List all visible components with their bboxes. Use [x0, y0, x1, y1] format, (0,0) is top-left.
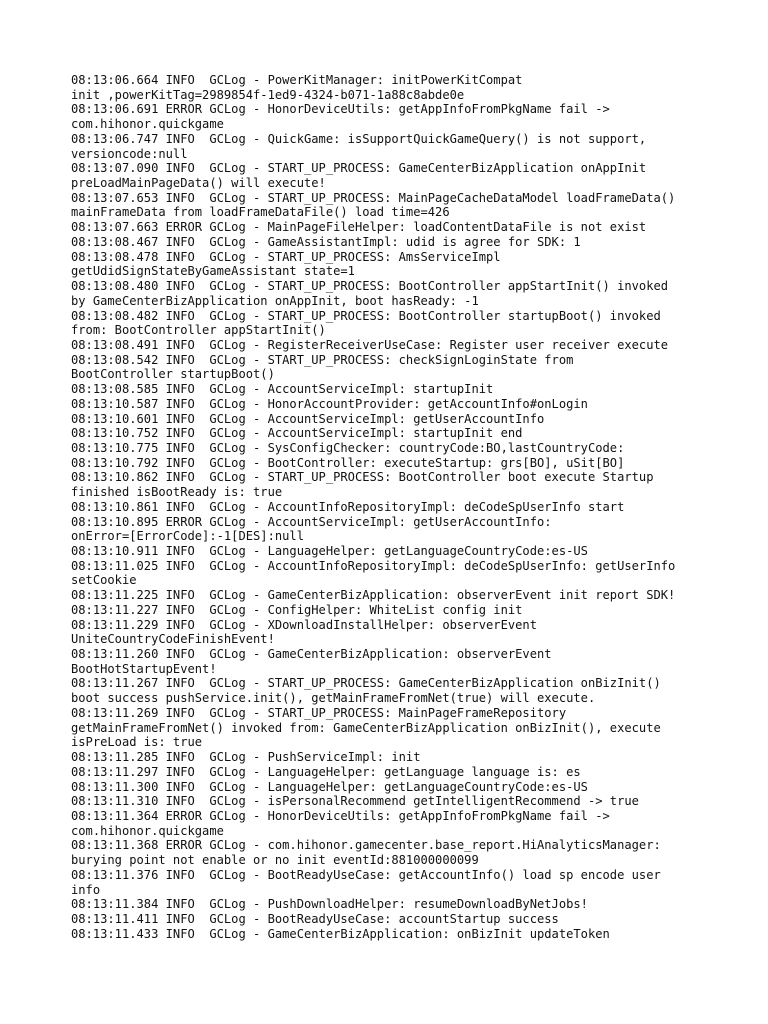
log-line: 08:13:08.467 INFO GCLog - GameAssistantImpl: udid is agree for SDK: 1	[71, 234, 581, 249]
log-line: 08:13:11.025 INFO GCLog - AccountInfoRepositoryImpl: deCodeSpUserInfo: getUserInfo	[71, 558, 676, 573]
log-line: info	[71, 882, 101, 897]
log-line: 08:13:08.585 INFO GCLog - AccountServiceImpl: startupInit	[71, 382, 494, 397]
log-line: 08:13:11.297 INFO GCLog - LanguageHelper: getLanguage language is: es	[71, 764, 581, 779]
log-line: onError=[ErrorCode]:-1[DES]:null	[71, 529, 304, 544]
log-line: 08:13:07.090 INFO GCLog - START_UP_PROCESS: GameCenterBizApplication onAppInit	[71, 161, 647, 176]
log-line: 08:13:11.260 INFO GCLog - GameCenterBizApplication: observerEvent	[71, 647, 552, 662]
log-line: 08:13:11.384 INFO GCLog - PushDownloadHelper: resumeDownloadByNetJobs!	[71, 897, 588, 912]
log-line: 08:13:06.691 ERROR GCLog - HonorDeviceUtils: getAppInfoFromPkgName fail ->	[71, 102, 610, 117]
log-line: 08:13:08.482 INFO GCLog - START_UP_PROCESS: BootController startupBoot() invoked	[71, 308, 661, 323]
log-line: 08:13:10.792 INFO GCLog - BootController: executeStartup: grs[BO], uSit[BO]	[71, 455, 625, 470]
log-line: mainFrameData from loadFrameDataFile() load time=426	[71, 205, 450, 220]
log-line: 08:13:11.225 INFO GCLog - GameCenterBizApplication: observerEvent init report SDK!	[71, 588, 676, 603]
log-line: 08:13:10.911 INFO GCLog - LanguageHelper: getLanguageCountryCode:es-US	[71, 544, 588, 558]
log-line: 08:13:10.862 INFO GCLog - START_UP_PROCESS: BootController boot execute Startup	[71, 470, 654, 485]
log-line: 08:13:06.747 INFO GCLog - QuickGame: isSupportQuickGameQuery() is not support,	[71, 131, 647, 146]
log-line: 08:13:11.368 ERROR GCLog - com.hihonor.gamecenter.base_report.HiAnalyticsManager:	[71, 838, 661, 853]
log-line: getMainFrameFromNet() invoked from: GameCenterBizApplication onBizInit(), execute	[71, 720, 661, 735]
log-line: 08:13:07.653 INFO GCLog - START_UP_PROCESS: MainPageCacheDataModel loadFrameData()	[71, 190, 676, 205]
log-line: 08:13:08.478 INFO GCLog - START_UP_PROCESS: AmsServiceImpl	[71, 249, 501, 264]
log-line: com.hihonor.quickgame	[71, 823, 224, 838]
log-line: burying point not enable or no init eventId:881000000099	[71, 853, 479, 868]
log-line: 08:13:11.364 ERROR GCLog - HonorDeviceUtils: getAppInfoFromPkgName fail ->	[71, 808, 610, 823]
log-line: 08:13:11.411 INFO GCLog - BootReadyUseCase: accountStartup success	[71, 911, 559, 926]
log-line: 08:13:08.480 INFO GCLog - START_UP_PROCESS: BootController appStartInit() invoked	[71, 279, 669, 294]
log-line: 08:13:10.601 INFO GCLog - AccountServiceImpl: getUserAccountInfo	[71, 411, 545, 426]
log-line: boot success pushService.init(), getMainFrameFromNet(true) will execute.	[71, 691, 596, 706]
log-line: 08:13:11.285 INFO GCLog - PushServiceImpl: init	[71, 750, 421, 765]
log-line: 08:13:11.310 INFO GCLog - isPersonalRecommend getIntelligentRecommend -> true	[71, 794, 639, 809]
log-line: 08:13:11.300 INFO GCLog - LanguageHelper: getLanguageCountryCode:es-US	[71, 779, 588, 794]
log-line: finished isBootReady is: true	[71, 485, 283, 500]
log-line: from: BootController appStartInit()	[71, 323, 326, 338]
log-line: 08:13:10.752 INFO GCLog - AccountServiceImpl: startupInit end	[71, 426, 523, 441]
log-line: 08:13:11.269 INFO GCLog - START_UP_PROCESS: MainPageFrameRepository	[71, 705, 567, 720]
log-line: UniteCountryCodeFinishEvent!	[71, 632, 275, 647]
log-line: 08:13:06.664 INFO GCLog - PowerKitManager: initPowerKitCompat	[71, 73, 523, 87]
log-line: 08:13:10.587 INFO GCLog - HonorAccountProvider: getAccountInfo#onLogin	[71, 396, 588, 411]
log-line: 08:13:11.267 INFO GCLog - START_UP_PROCESS: GameCenterBizApplication onBizInit()	[71, 676, 661, 691]
log-text-block	[71, 73, 711, 941]
log-line: BootController startupBoot()	[71, 367, 275, 382]
log-line: by GameCenterBizApplication onAppInit, boot hasReady: -1	[71, 293, 479, 308]
log-line: getUdidSignStateByGameAssistant state=1	[71, 264, 355, 279]
log-line: 08:13:08.542 INFO GCLog - START_UP_PROCESS: checkSignLoginState from	[71, 352, 574, 367]
log-line: 08:13:11.229 INFO GCLog - XDownloadInstallHelper: observerEvent	[71, 617, 537, 632]
log-line: com.hihonor.quickgame	[71, 117, 224, 132]
log-line: isPreLoad is: true	[71, 735, 203, 750]
log-line: 08:13:10.861 INFO GCLog - AccountInfoRepositoryImpl: deCodeSpUserInfo start	[71, 499, 625, 514]
log-line: 08:13:11.227 INFO GCLog - ConfigHelper: WhiteList config init	[71, 602, 523, 617]
log-line: init ,powerKitTag=2989854f-1ed9-4324-b071-1a88c8abde0e	[71, 87, 465, 102]
log-line: 08:13:08.491 INFO GCLog - RegisterReceiverUseCase: Register user receiver execute	[71, 337, 669, 352]
log-line: 08:13:11.433 INFO GCLog - GameCenterBizApplication: onBizInit updateToken	[71, 926, 610, 941]
log-line: 08:13:10.775 INFO GCLog - SysConfigChecker: countryCode:BO,lastCountryCode:	[71, 440, 625, 455]
log-line: versioncode:null	[71, 146, 188, 161]
log-line: BootHotStartupEvent!	[71, 661, 217, 676]
log-line: preLoadMainPageData() will execute!	[71, 176, 326, 191]
log-line: setCookie	[71, 573, 137, 588]
log-line: 08:13:10.895 ERROR GCLog - AccountServiceImpl: getUserAccountInfo:	[71, 514, 552, 529]
log-line: 08:13:11.376 INFO GCLog - BootReadyUseCase: getAccountInfo() load sp encode user	[71, 867, 661, 882]
log-line: 08:13:07.663 ERROR GCLog - MainPageFileHelper: loadContentDataFile is not exist	[71, 220, 647, 235]
